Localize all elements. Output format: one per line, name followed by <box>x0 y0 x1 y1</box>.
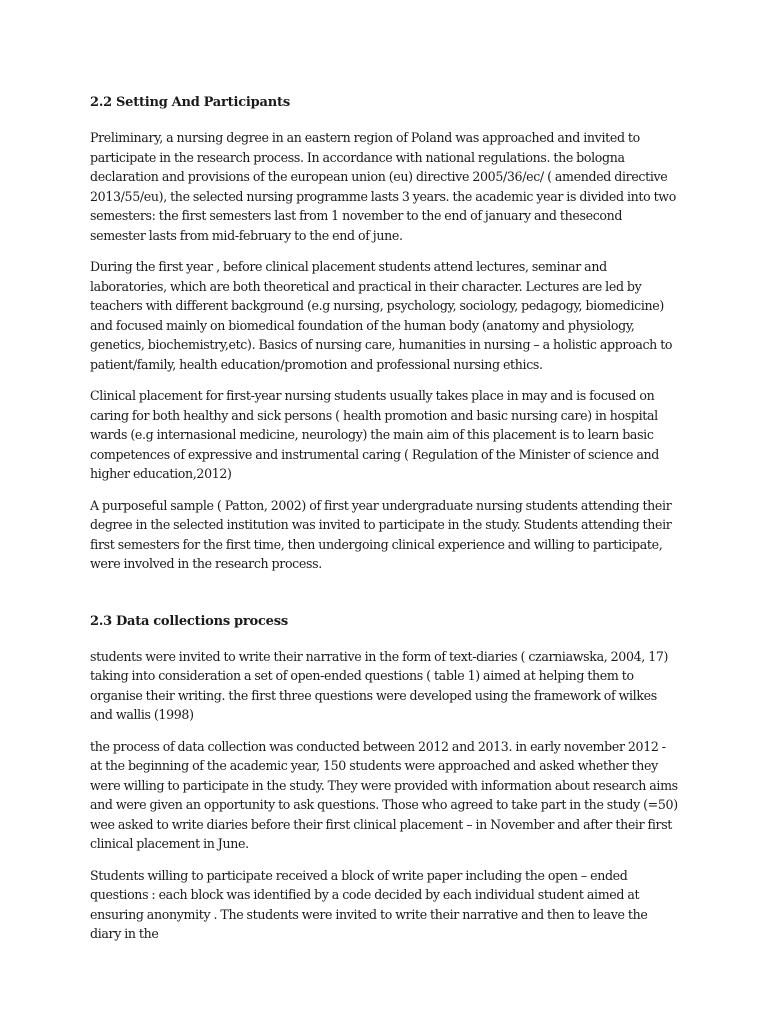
paragraph-write-paper-block: Students willing to participate received a block of write paper including the open – ended questions : each block was identified by a code decided by each individual student aimed at ensuring anonymity . The students were invited to write their narrative and then to leave the diary in the <box>90 867 648 941</box>
paragraph-preliminary: Preliminary, a nursing degree in an eastern region of Poland was approached and invited to participate in the research process. In accordance with national regulations. the bologna declaration and provisions of the european union (eu) directive 2005/36/ec/ ( amended directive 2013/55/eu), the selected nursing programme lasts 3 years. the academic year is divided into two semesters: the first semesters last from 1 november to the end of january and thesecond semester lasts from mid-february to the end of june. <box>90 130 676 243</box>
section-heading-setting-and-participants: 2.2 Setting And Participants <box>90 95 290 110</box>
paragraph-first-year: During the first year , before clinical placement students attend lectures, seminar and laboratories, which are both theoretical and practical in their character. Lectures are led by teachers with different background (e.g nursing, psychology, sociology, pedagogy, biomedicine) and focused mainly on biomedical foundation of the human body (anatomy and physiology, genetics, biochemistry,etc). Basics of nursing care, humanities in nursing – a holistic approach to patient/family, health education/promotion and professional nursing ethics. <box>90 259 673 372</box>
paragraph-text-diaries: students were invited to write their narrative in the form of text-diaries ( czarniawska, 2004, 17) taking into consideration a set of open-ended questions ( table 1) aimed at helping them to organise their writing. the first three questions were developed using the framework of wilkes and wallis (1998) <box>90 648 669 722</box>
paragraph-data-collection: the process of data collection was conducted between 2012 and 2013. in early november 2012 - at the beginning of the academic year, 150 students were approached and asked whether they were willing to participate in the study. They were provided with information about research aims and were given an opportunity to ask questions. Those who agreed to take part in the study (=50) wee asked to write diaries before their first clinical placement – in November and after their first clinical placement in June. <box>90 738 678 851</box>
document-body <box>90 93 680 944</box>
paragraph-purposeful-sample: A purposeful sample ( Patton, 2002) of first year undergraduate nursing students attending their degree in the selected institution was invited to participate in the study. Students attending their first semesters for the first time, then undergoing clinical experience and willing to participate, were involved in the research process. <box>90 497 672 571</box>
section-heading-data-collections-process: 2.3 Data collections process <box>90 613 288 629</box>
paragraph-clinical-placement: Clinical placement for first-year nursing students usually takes place in may and is focused on caring for both healthy and sick persons ( health promotion and basic nursing care) in hospital wards (e.g internasional medicine, neurology) the main aim of this placement is to learn basic competences of expressive and instrumental caring ( Regulation of the Minister of science and higher education,2012) <box>90 388 659 481</box>
